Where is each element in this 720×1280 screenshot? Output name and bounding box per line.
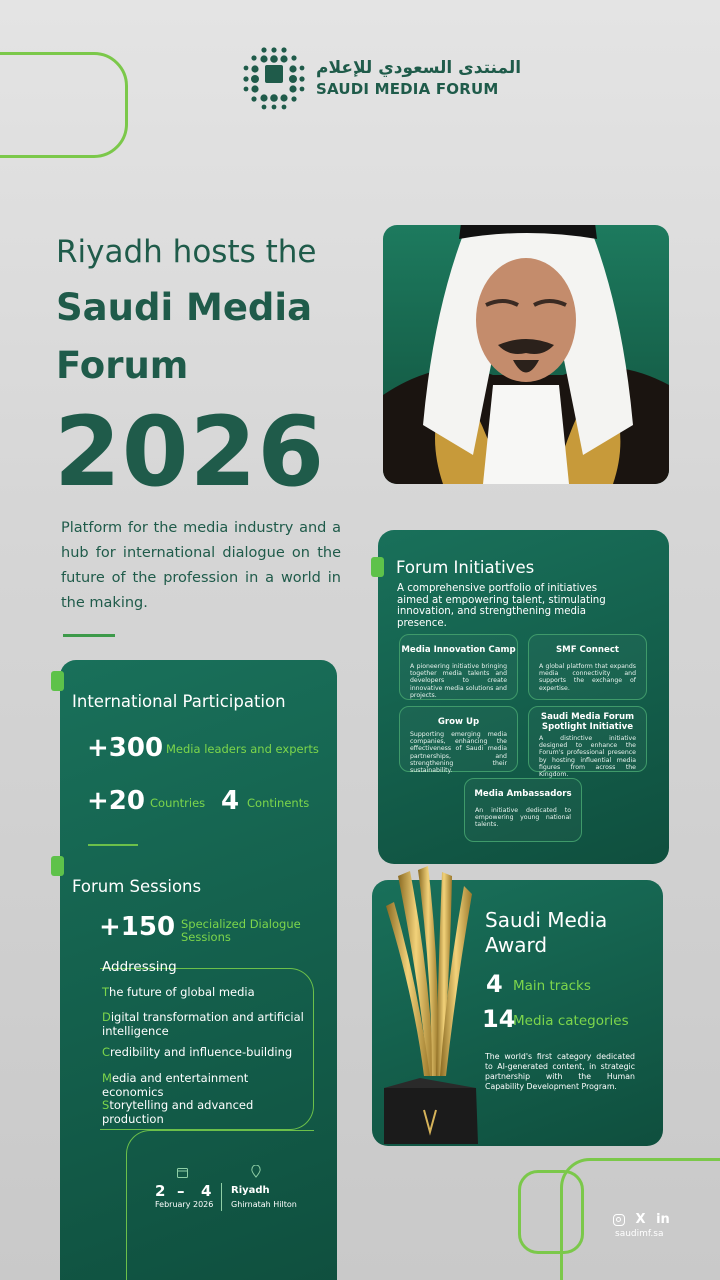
topic-item: Credibility and influence-building <box>102 1045 293 1059</box>
linkedin-icon[interactable]: in <box>656 1212 670 1227</box>
award-trophy-icon <box>380 866 480 1150</box>
initiatives-tab-marker <box>371 557 384 577</box>
award-description: The world's first category dedicated to AI-generated content, in strategic partnership with the Human Capability Development Program. <box>485 1052 635 1091</box>
initiative-desc: A global platform that expands media connectivity and supports the exchange of expertise. <box>539 663 636 692</box>
initiatives-title: Forum Initiatives <box>396 558 535 577</box>
award-categories-count: 14 <box>482 1005 516 1033</box>
calendar-icon <box>177 1167 188 1178</box>
initiative-title: Grow Up <box>437 717 480 727</box>
continents-count: 4 <box>221 786 240 816</box>
portrait-photo <box>383 225 669 484</box>
sessions-label-line1: Specialized Dialogue <box>181 917 301 931</box>
award-tracks-label: Main tracks <box>513 978 591 994</box>
section-divider <box>88 844 138 846</box>
addressing-label: Addressing <box>102 959 177 975</box>
forum-sessions-title: Forum Sessions <box>72 877 202 896</box>
initiative-card-smf-connect <box>528 634 647 700</box>
initiative-title: Media Ambassadors <box>474 789 572 799</box>
portrait-illustration <box>383 225 669 484</box>
headline-line-2: Saudi Media <box>56 286 313 329</box>
topic-item: Storytelling and advanced production <box>102 1098 254 1126</box>
leaders-count: +300 <box>87 733 164 763</box>
initiative-desc: A pioneering initiative bringing together media talents and developers to create innovative media solutions and projects. <box>410 663 507 699</box>
forum-logo-icon <box>240 46 308 110</box>
continents-label: Continents <box>247 796 310 810</box>
initiative-card-media-innovation-camp <box>399 634 518 700</box>
international-participation-title: International Participation <box>72 692 286 711</box>
initiative-card-grow-up <box>399 706 518 775</box>
brand-arabic-name: المنتدى السعودي للإعلام <box>316 58 522 78</box>
x-icon[interactable]: X <box>635 1212 646 1227</box>
event-start-day: 2 <box>155 1182 166 1200</box>
initiative-desc: Supporting emerging media companies, enhancing the effectiveness of Saudi media partnerships, and strengthening their sustainability. <box>410 731 507 775</box>
instagram-icon[interactable] <box>613 1214 625 1226</box>
initiative-desc: An initiative dedicated to empowering young national talents. <box>475 807 571 829</box>
topic-item: Digital transformation and artificial intelligence <box>102 1010 304 1038</box>
topic-item: Media and entertainment economics <box>102 1071 249 1099</box>
event-month-year: February 2026 <box>155 1200 214 1209</box>
sessions-label-line2: Sessions <box>181 930 231 944</box>
award-categories-label: Media categories <box>513 1013 629 1029</box>
initiative-card-media-ambassadors <box>464 778 582 842</box>
award-tracks-count: 4 <box>486 970 503 998</box>
event-end-day: 4 <box>201 1182 212 1200</box>
countries-label: Countries <box>150 796 206 810</box>
sessions-count: +150 <box>99 912 176 942</box>
brand-english-name: SAUDI MEDIA FORUM <box>316 80 499 98</box>
intro-paragraph: Platform for the media industry and a hub for international dialogue on the future of the profession in a world in the making. <box>61 520 341 611</box>
panel-tab-marker <box>51 671 64 691</box>
social-links <box>613 1212 670 1227</box>
initiative-card-spotlight <box>528 706 647 779</box>
event-city: Riyadh <box>231 1185 270 1196</box>
initiatives-description: A comprehensive portfolio of initiatives aimed at empowering talent, stimulating innovation, and strengthening media presence. <box>397 583 606 629</box>
countries-count: +20 <box>87 786 145 816</box>
date-venue-divider <box>221 1183 222 1211</box>
intro-divider <box>63 634 115 637</box>
decorative-outline-top-left <box>0 52 128 158</box>
location-pin-icon <box>251 1165 261 1178</box>
event-venue: Ghirnatah Hilton <box>231 1200 297 1209</box>
website-link[interactable]: saudimf.sa <box>615 1229 664 1239</box>
initiative-title: SMF Connect <box>555 645 620 655</box>
initiative-title: Media Innovation Camp <box>401 645 516 655</box>
headline-line-1: Riyadh hosts the <box>56 234 317 270</box>
leaders-label: Media leaders and experts <box>166 742 319 756</box>
topic-item: The future of global media <box>102 985 255 999</box>
headline-line-3: Forum <box>56 344 189 387</box>
initiative-desc: A distinctive initiative designed to enhance the Forum's professional presence by hosting influential media figures from across the Kingdom. <box>539 735 636 779</box>
panel-tab-marker-sessions <box>51 856 64 876</box>
event-date-dash: – <box>177 1182 185 1200</box>
award-title: Saudi Media Award <box>485 908 608 957</box>
headline-year: 2026 <box>54 396 326 508</box>
initiative-title: Saudi Media Forum Spotlight Initiative <box>540 712 635 732</box>
